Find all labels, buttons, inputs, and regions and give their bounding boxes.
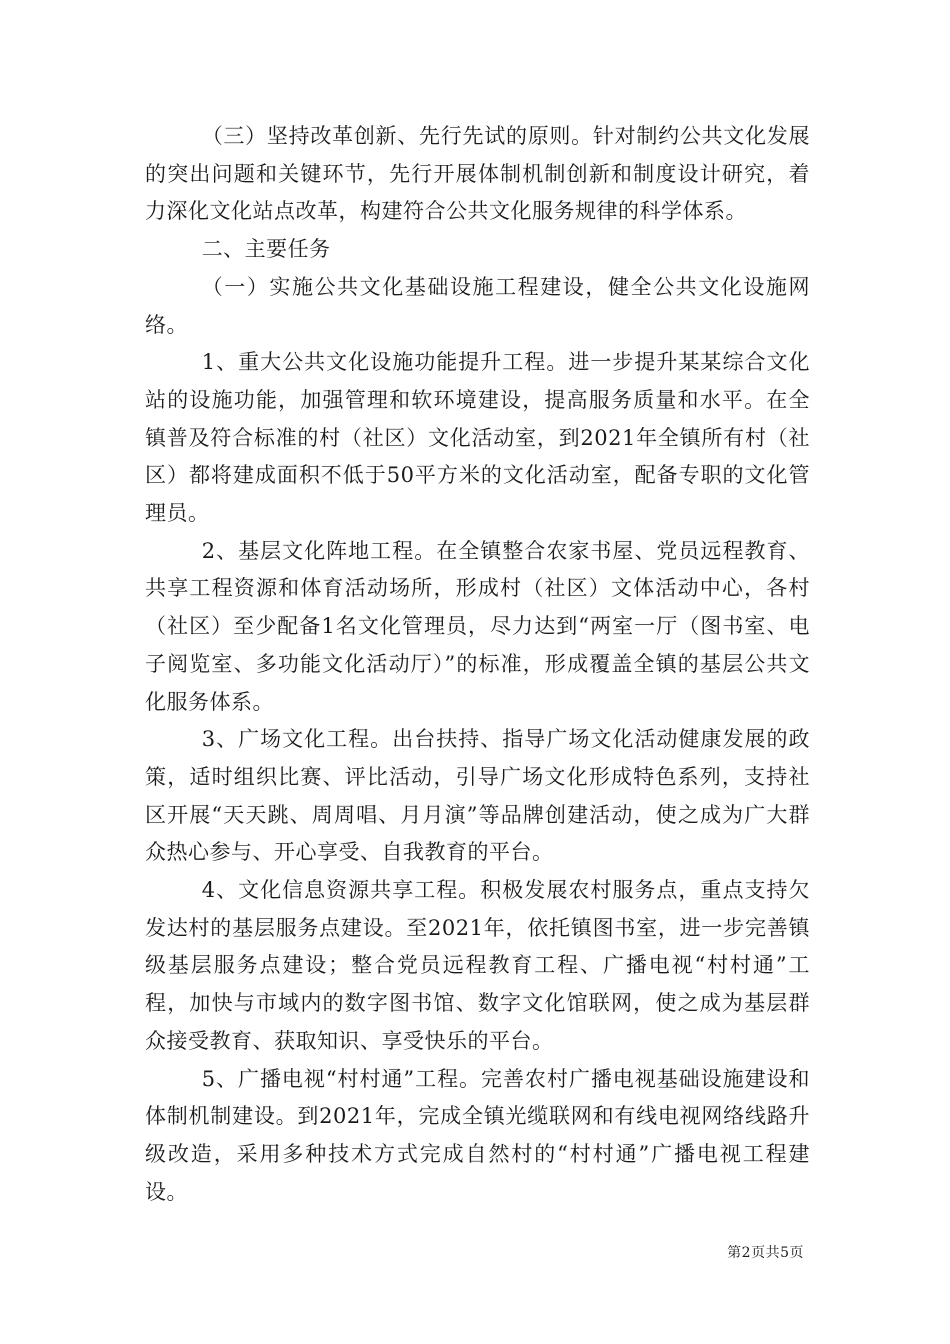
paragraph-subsection-one: （一）实施公共文化基础设施工程建设，健全公共文化设施网络。 xyxy=(145,274,810,337)
paragraph-item-1: 1、重大公共文化设施功能提升工程。进一步提升某某综合文化站的设施功能，加强管理和软环境建设，提高服务质量和水平。在全镇普及符合标准的村（社区）文化活动室，到2021年全镇所有村（社区）都将建成面积不低于50平方米的文化活动室，配备专职的文化管理员。 xyxy=(145,350,810,526)
document-body xyxy=(145,118,810,1211)
paragraph-principle-three: （三）坚持改革创新、先行先试的原则。针对制约公共文化发展的突出问题和关键环节，先行开展体制机制创新和制度设计研究，着力深化文化站点改革，构建符合公共文化服务规律的科学体系。 xyxy=(145,124,810,224)
paragraph-item-2: 2、基层文化阵地工程。在全镇整合农家书屋、党员远程教育、共享工程资源和体育活动场所，形成村（社区）文体活动中心，各村（社区）至少配备1名文化管理员，尽力达到“两室一厅（图书室、电子阅览室、多功能文化活动厅）”的标准，形成覆盖全镇的基层公共文化服务体系。 xyxy=(145,538,810,714)
paragraph-item-3: 3、广场文化工程。出台扶持、指导广场文化活动健康发展的政策，适时组织比赛、评比活动，引导广场文化形成特色系列，支持社区开展“天天跳、周周唱、月月演”等品牌创建活动，使之成为广大群众热心参与、开心享受、自我教育的平台。 xyxy=(145,727,810,865)
section-heading-main-tasks: 二、主要任务 xyxy=(201,237,331,262)
paragraph-item-5: 5、广播电视“村村通”工程。完善农村广播电视基础设施建设和体制机制建设。到2021年，完成全镇光缆联网和有线电视网络线路升级改造，采用多种技术方式完成自然村的“村村通”广播电视工程建设。 xyxy=(145,1066,810,1204)
page-number-footer: 第2页共5页 xyxy=(727,1245,804,1261)
paragraph-item-4: 4、文化信息资源共享工程。积极发展农村服务点，重点支持欠发达村的基层服务点建设。至2021年，依托镇图书室，进一步完善镇级基层服务点建设；整合党员远程教育工程、广播电视“村村通”工程，加快与市域内的数字图书馆、数字文化馆联网，使之成为基层群众接受教育、获取知识、享受快乐的平台。 xyxy=(145,878,810,1053)
